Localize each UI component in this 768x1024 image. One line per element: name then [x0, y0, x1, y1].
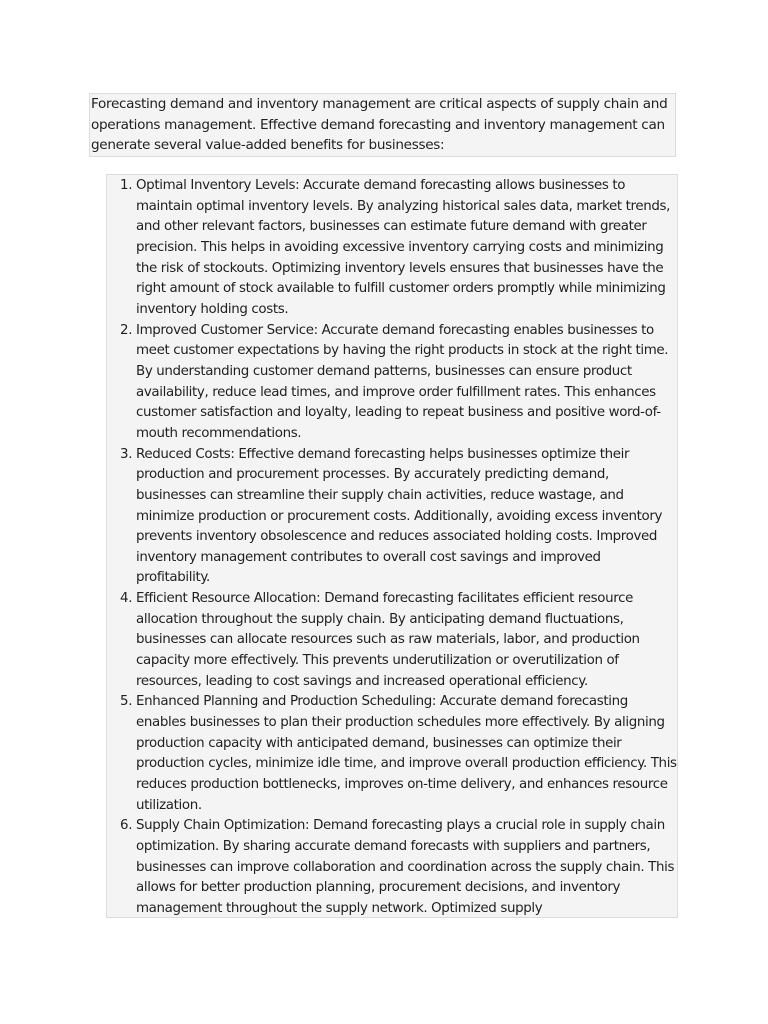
intro-paragraph-box	[89, 93, 676, 157]
benefit-item-1: 1. Optimal Inventory Levels: Accurate demand forecasting allows businesses to maintain optimal inventory levels. By analyzing historical sales data, market trends, and other relevant factors, businesses can estimate future demand with greater precision. This helps in avoiding excessive inventory carrying costs and minimizing the risk of stockouts. Optimizing inventory levels ensures that businesses have the right amount of stock available to fulfill customer orders promptly while minimizing inventory holding costs.	[136, 176, 677, 321]
benefit-item-4: 4. Efficient Resource Allocation: Demand forecasting facilitates efficient resource allocation throughout the supply chain. By anticipating demand fluctuations, businesses can allocate resources such as raw materials, labor, and production capacity more effectively. This prevents underutilization or overutilization of resources, leading to cost savings and increased operational efficiency.	[136, 589, 677, 692]
benefit-item-3: 3. Reduced Costs: Effective demand forecasting helps businesses optimize their production and procurement processes. By accurately predicting demand, businesses can streamline their supply chain activities, reduce wastage, and minimize production or procurement costs. Additionally, avoiding excess inventory prevents inventory obsolescence and reduces associated holding costs. Improved inventory management contributes to overall cost savings and improved profitability.	[136, 445, 677, 590]
benefit-item-2: 2. Improved Customer Service: Accurate demand forecasting enables businesses to meet customer expectations by having the right products in stock at the right time. By understanding customer demand patterns, businesses can ensure product availability, reduce lead times, and improve order fulfillment rates. This enhances customer satisfaction and loyalty, leading to repeat business and positive word-of-mouth recommendations.	[136, 321, 677, 445]
benefits-list-box	[106, 174, 678, 918]
benefit-item-6: 6. Supply Chain Optimization: Demand forecasting plays a crucial role in supply chain optimization. By sharing accurate demand forecasts with suppliers and partners, businesses can improve collaboration and coordination across the supply chain. This allows for better production planning, procurement decisions, and inventory management throughout the supply network. Optimized supply	[136, 816, 677, 918]
intro-paragraph: Forecasting demand and inventory management are critical aspects of supply chain and operations management. Effective demand forecasting and inventory management can generate several value-added benefits for businesses:	[91, 96, 668, 153]
benefits-list	[107, 175, 677, 918]
benefit-item-5: 5. Enhanced Planning and Production Scheduling: Accurate demand forecasting enables businesses to plan their production schedules more effectively. By aligning production capacity with anticipated demand, businesses can optimize their production cycles, minimize idle time, and improve overall production efficiency. This reduces production bottlenecks, improves on-time delivery, and enhances resource utilization.	[136, 692, 677, 816]
